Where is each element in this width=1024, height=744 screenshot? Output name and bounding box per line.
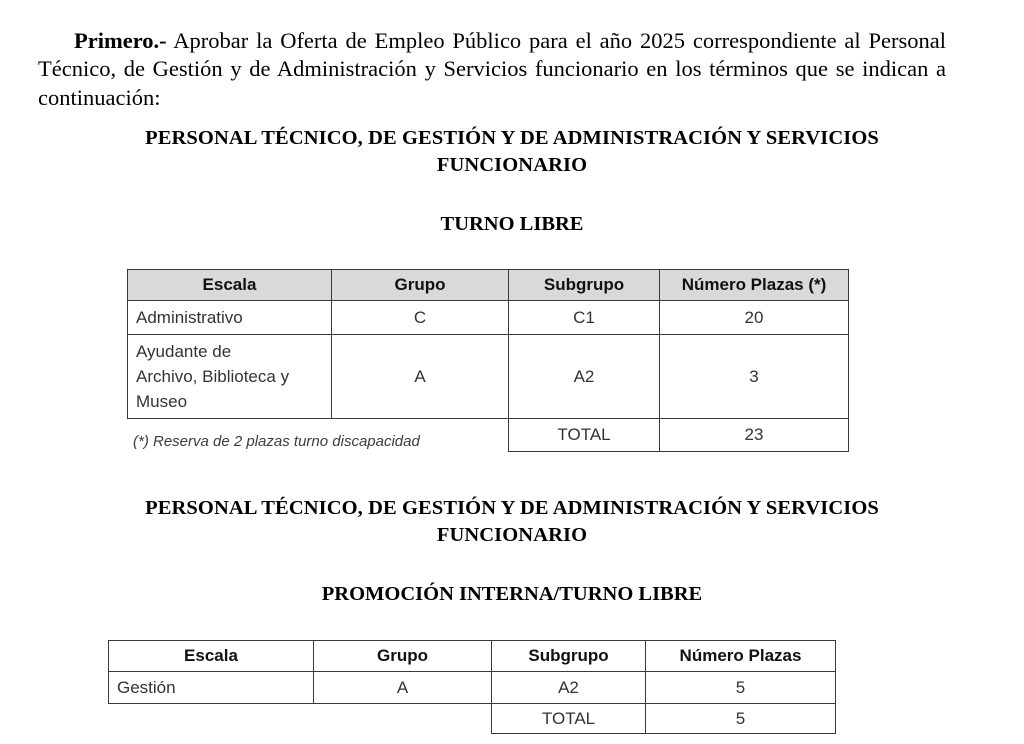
table-row [128, 335, 849, 419]
column-header-numero-plazas: Número Plazas [646, 641, 836, 672]
section-one-subheading: TURNO LIBRE [440, 213, 584, 235]
spacer-cell [109, 704, 314, 734]
cell-escala: Administrativo [128, 301, 332, 335]
cell-escala-line-2: Archivo, Biblioteca y [136, 367, 290, 386]
section-two-heading-line-2: FUNCIONARIO [436, 524, 588, 546]
cell-escala-line-3: Museo [136, 392, 188, 411]
table-header-row [109, 641, 836, 672]
cell-plazas: 5 [646, 672, 836, 704]
total-label: TOTAL [509, 419, 660, 452]
table-header-row [128, 270, 849, 301]
total-value: 23 [660, 419, 849, 452]
column-header-escala: Escala [128, 270, 332, 301]
total-value: 5 [646, 704, 836, 734]
intro-body-text: Aprobar la Oferta de Empleo Público para el año 2025 correspondiente al Personal Técnico, de Gestión y de Administración y Servicios funcionario en los términos que se indican a continuación: [38, 27, 946, 110]
spacer-cell [314, 704, 492, 734]
cell-grupo: A [332, 335, 509, 419]
cell-escala [128, 335, 332, 419]
intro-paragraph [38, 27, 946, 113]
section-two-heading-line-1: PERSONAL TÉCNICO, DE GESTIÓN Y DE ADMINISTRACIÓN Y SERVICIOS [145, 497, 879, 519]
column-header-numero-plazas: Número Plazas (*) [660, 270, 849, 301]
column-header-grupo: Grupo [332, 270, 509, 301]
column-header-subgrupo: Subgrupo [492, 641, 646, 672]
table-total-row [109, 704, 836, 734]
intro-lead-label: Primero.- [74, 27, 167, 53]
table-promocion-interna [108, 640, 836, 734]
cell-plazas: 20 [660, 301, 849, 335]
cell-escala: Gestión [109, 672, 314, 704]
table-row [109, 672, 836, 704]
section-two-heading [0, 495, 1024, 549]
table-row [128, 301, 849, 335]
cell-grupo: C [332, 301, 509, 335]
column-header-subgrupo: Subgrupo [509, 270, 660, 301]
section-one-heading-line-2: FUNCIONARIO [436, 154, 588, 176]
cell-subgrupo: C1 [509, 301, 660, 335]
cell-plazas: 3 [660, 335, 849, 419]
cell-escala-line-1: Ayudante de [136, 342, 232, 361]
cell-subgrupo: A2 [492, 672, 646, 704]
section-two-subheading: PROMOCIÓN INTERNA/TURNO LIBRE [321, 583, 703, 605]
column-header-grupo: Grupo [314, 641, 492, 672]
section-one-heading-line-1: PERSONAL TÉCNICO, DE GESTIÓN Y DE ADMINISTRACIÓN Y SERVICIOS [145, 127, 879, 149]
cell-subgrupo: A2 [509, 335, 660, 419]
column-header-escala: Escala [109, 641, 314, 672]
cell-grupo: A [314, 672, 492, 704]
total-label: TOTAL [492, 704, 646, 734]
table-footnote: (*) Reserva de 2 plazas turno discapacidad [133, 433, 420, 450]
section-one-heading [0, 125, 1024, 179]
table-turno-libre [127, 269, 849, 452]
